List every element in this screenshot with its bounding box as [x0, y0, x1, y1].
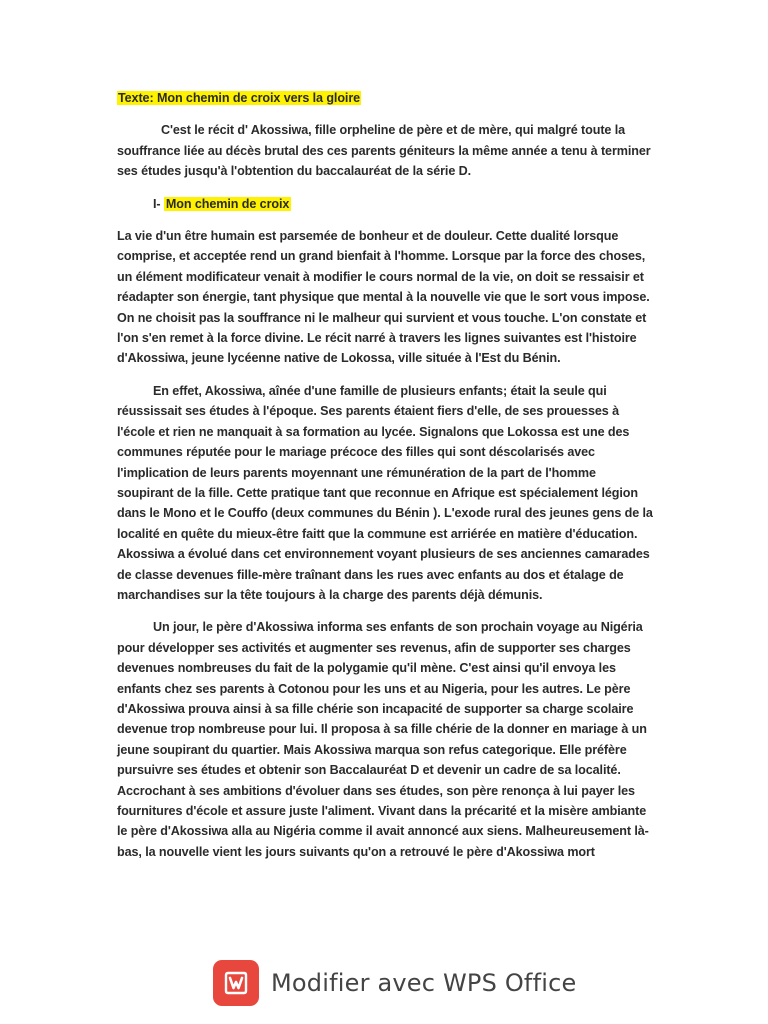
section-title: Mon chemin de croix: [165, 196, 290, 211]
paragraph-1: La vie d'un être humain est parsemée de bonheur et de douleur. Cette dualité lorsque comprise, et acceptée rend un grand bienfait à l'homme. Lorsque par la force des choses, un élément modificateur venait à modifier le cours normal de la vie, on doit se ressaisir et réadapter son énergie, tant physique que mental à la nouvelle vie que le sort vous impose. On ne choisit pas la souffrance ni le malheur qui survient et vous touche. L'on constate et l'on s'en remet à la force divine. Le récit narré à travers les lignes suivantes est l'histoire d'Akossiwa, jeune lycéenne native de Lokossa, ville située à l'Est du Bénin.: [117, 229, 650, 366]
wps-banner-text[interactable]: Modifier avec WPS Office: [271, 969, 577, 997]
wps-edit-banner[interactable]: [213, 960, 576, 1006]
document-title: Texte: Mon chemin de croix vers la gloire: [118, 91, 361, 105]
wps-logo-icon: [213, 960, 259, 1006]
paragraph-2: En effet, Akossiwa, aînée d'une famille de plusieurs enfants; était la seule qui réussissait ses études à l'époque. Ses parents étaient fiers d'elle, de ses prouesses à l'école et rien ne manquait à sa formation au lycée. Signalons que Lokossa est une des communes réputée pour le mariage précoce des filles qui sont déscolarisés avec l'implication de leurs parents moyennant une rémunération de la part de l'homme soupirant de la fille. Cette pratique tant que reconnue en Afrique est spécialement légion dans le Mono et le Couffo (deux communes du Bénin ). L'exode rural des jeunes gens de la localité en quête du mieux-être faitt que la commune est arriérée en matière d'éducation. Akossiwa a évolué dans cet environnement voyant plusieurs de ses anciennes camarades de classe devenues fille-mère traînant dans les rues avec enfants au dos et étalage de marchandises sur la tête toujours à la charge des parents déjà démunis.: [117, 383, 653, 602]
intro-paragraph: C'est le récit d' Akossiwa, fille orpheline de père et de mère, qui malgré toute la souffrance liée au décès brutal des ces parents géniteurs la même année a tenu à terminer ses études jusqu'à l'obtention du baccalauréat de la série D.: [117, 123, 651, 179]
section-number: I-: [153, 196, 164, 211]
paragraph-3: Un jour, le père d'Akossiwa informa ses enfants de son prochain voyage au Nigéria pour développer ses activités et augmenter ses revenus, afin de supporter ses charges devenues nombreuses du fait de la polygamie qu'il mène. C'est ainsi qu'il envoya les enfants chez ses parents à Cotonou pour les uns et au Nigeria, pour les autres. Le père d'Akossiwa prouva ainsi à sa fille chérie son incapacité de supporter sa charge scolaire devenue trop nombreuse pour lui. Il proposa à sa fille chérie de la donner en mariage à un jeune soupirant du quartier. Mais Akossiwa marqua son refus categorique. Elle préfère pursuivre ses études et obtenir son Baccalauréat D et devenir un cadre de sa localité. Accrochant à ses ambitions d'évoluer dans ses études, son père renonça à lui payer les fournitures d'école et assure juste l'aliment. Vivant dans la précarité et la misère ambiante le père d'Akossiwa alla au Nigéria comme il avait annoncé aux siens. Malheureusement là-bas, la nouvelle vient les jours suivants qu'on a retrouvé le père d'Akossiwa mort: [117, 620, 649, 859]
section-heading: [153, 194, 655, 214]
document-title-line: [117, 88, 655, 108]
document-page: [117, 80, 655, 874]
